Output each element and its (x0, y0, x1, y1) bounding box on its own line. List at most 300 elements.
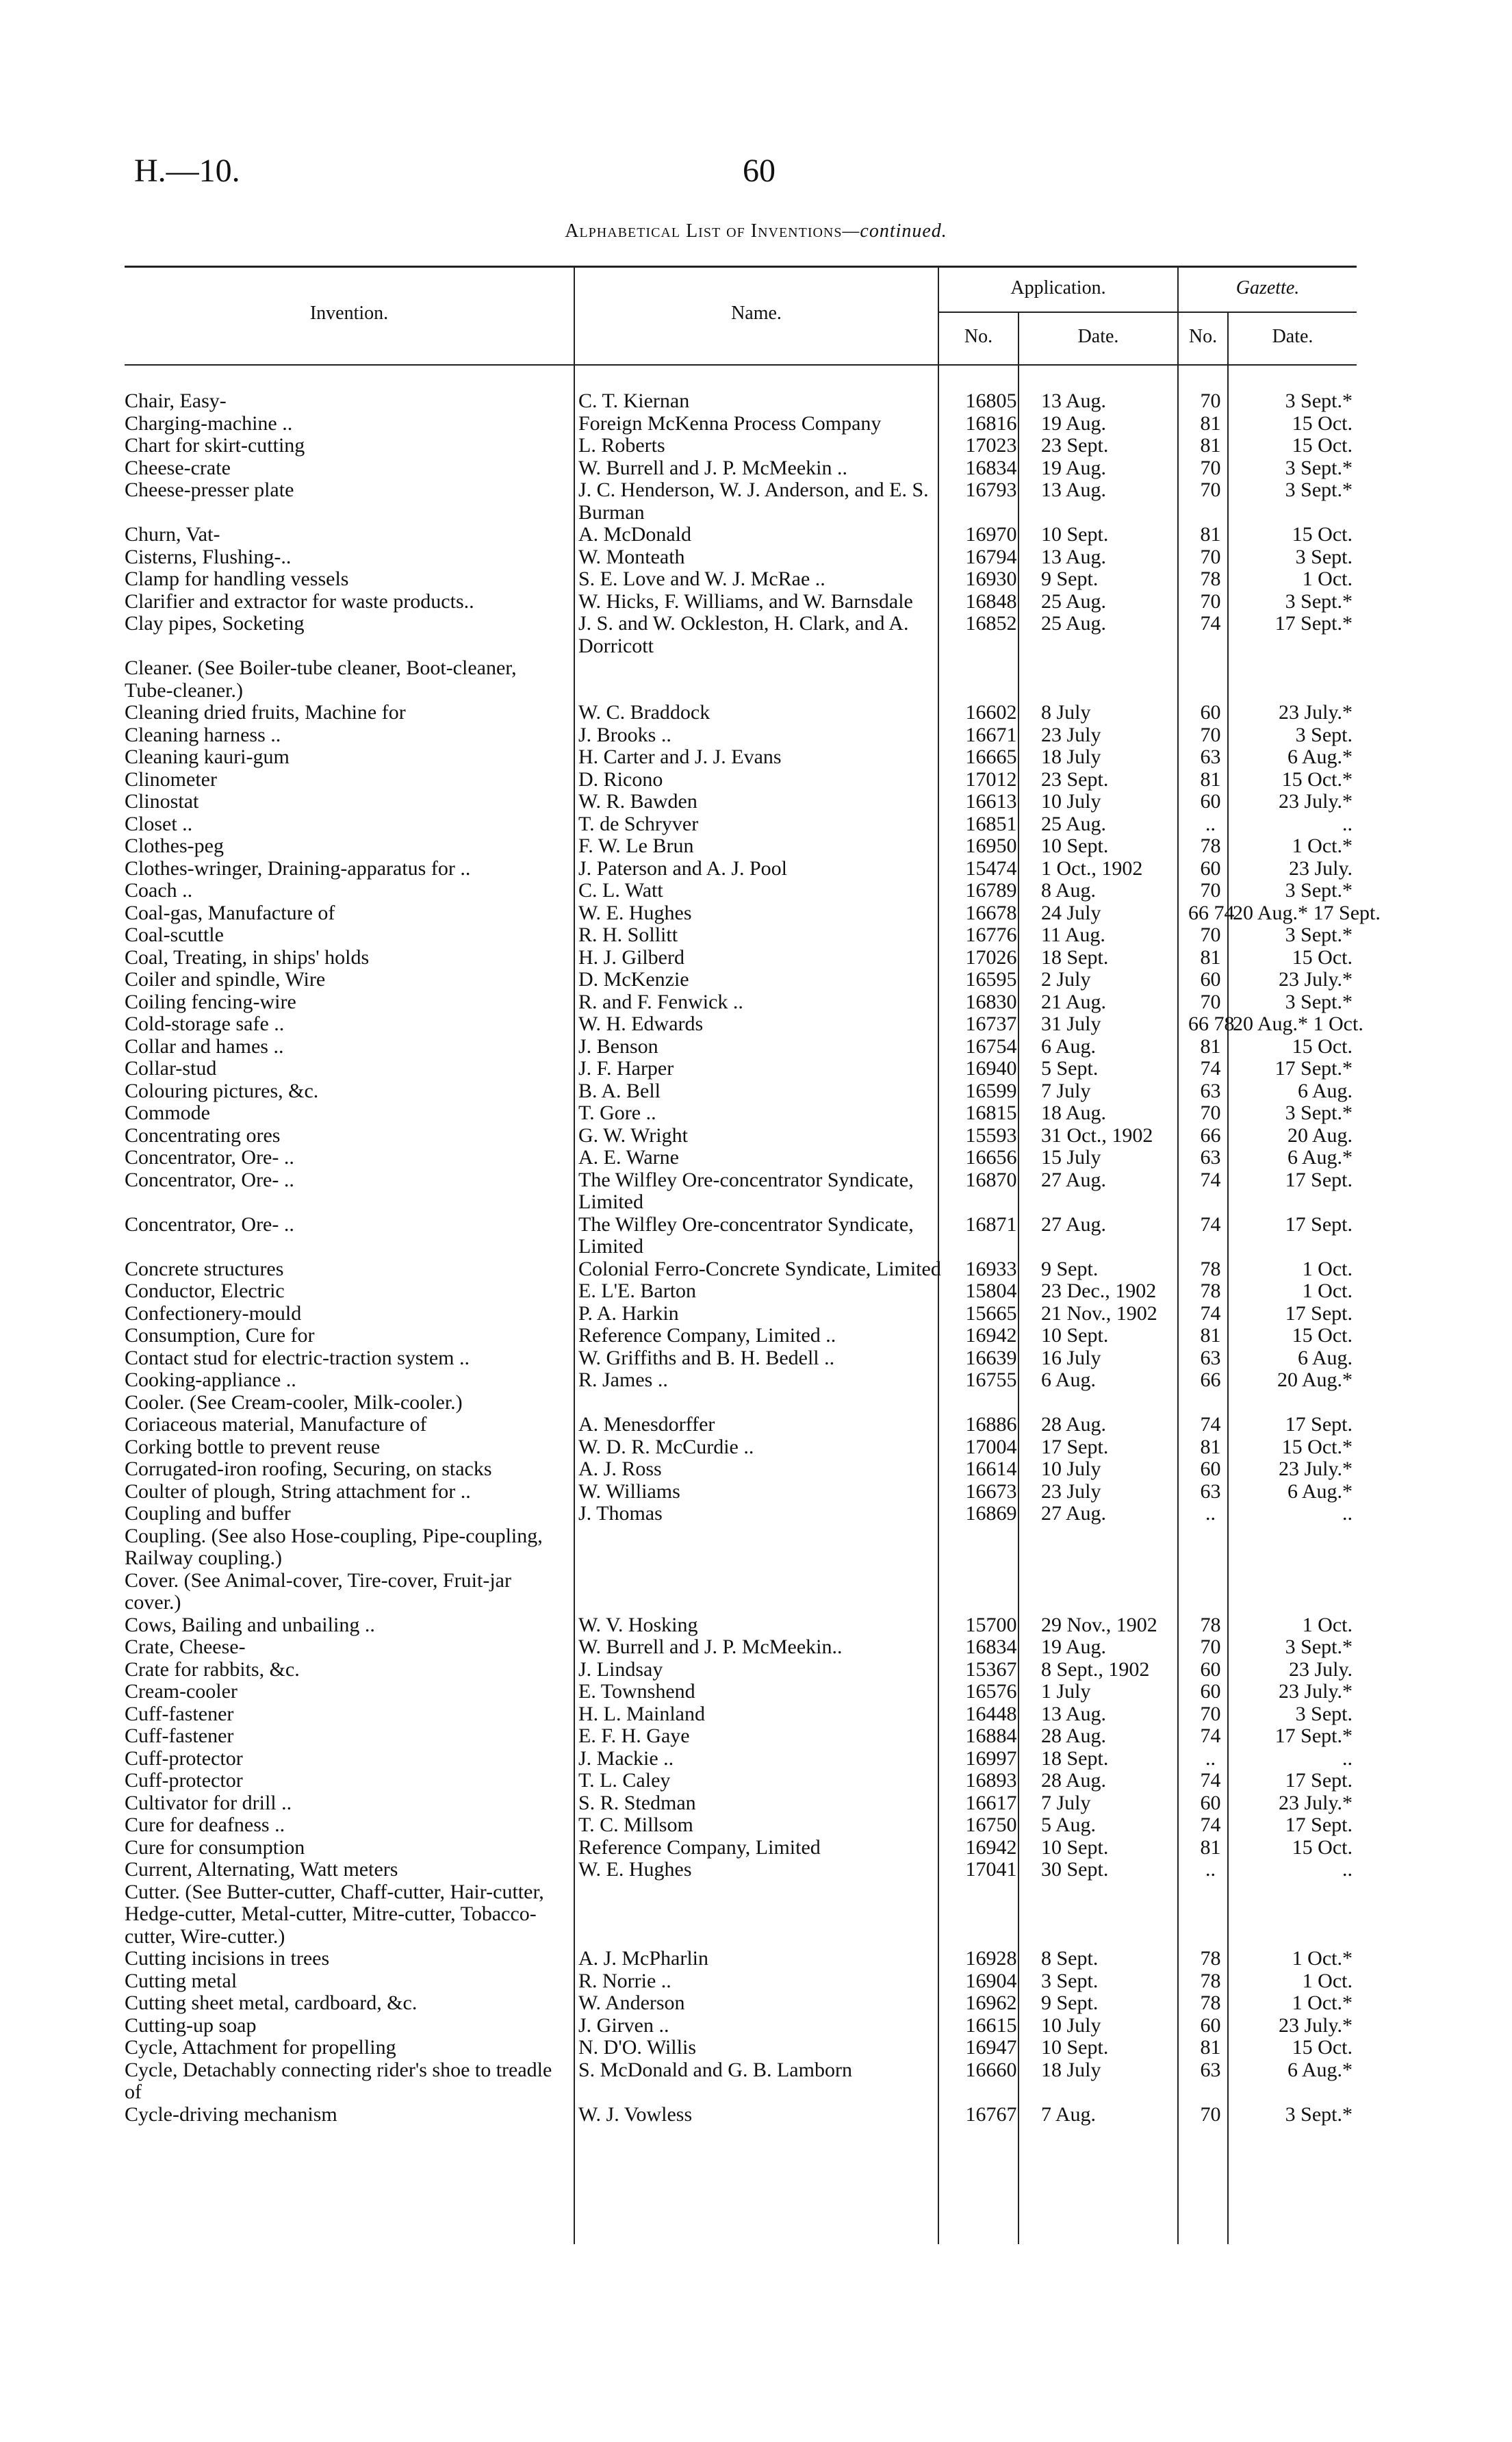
invention-cell (125, 1303, 572, 1325)
invention-cell (125, 1970, 572, 1993)
invention-cell (125, 390, 572, 413)
gazette-date-cell (1233, 1659, 1361, 1681)
application-date-cell-text: 15 July (1041, 1146, 1101, 1169)
name-cell (572, 568, 953, 591)
table-row (125, 2059, 1361, 2104)
gazette-number-cell-text: 70 (1200, 990, 1221, 1013)
gazette-number-cell (1188, 1636, 1233, 1659)
application-date-cell-text: 6 Aug. (1041, 1369, 1097, 1391)
gazette-date-cell-text: 1 Oct.* (1292, 1947, 1353, 1970)
invention-cell-text: Cure for consumption (125, 1835, 305, 1859)
gazette-date-cell (1233, 1102, 1361, 1125)
name-cell (572, 835, 953, 858)
gazette-date-cell (1233, 390, 1361, 413)
application-number-cell-text: 16933 (965, 1257, 1017, 1280)
invention-cell (125, 1392, 572, 1414)
invention-cell-text: Colouring pictures, &c. (125, 1079, 319, 1102)
gazette-date-cell (1233, 702, 1361, 724)
invention-cell (125, 1147, 572, 1169)
invention-cell-text: Cleaning dried fruits, Machine for (125, 701, 406, 724)
application-date-cell (1029, 1837, 1188, 1859)
application-date-cell-text: 2 July (1041, 968, 1091, 991)
table-row (125, 1525, 1361, 1570)
application-date-cell (1029, 1703, 1188, 1726)
application-date-cell (1029, 1481, 1188, 1503)
gazette-date-cell-text: 3 Sept.* (1285, 456, 1353, 479)
column-header-invention: Invention. (309, 303, 389, 324)
application-date-cell-text: 10 Sept. (1041, 1835, 1109, 1859)
invention-cell (125, 1792, 572, 1815)
gazette-date-cell (1233, 457, 1361, 480)
application-date-cell-text: 23 Dec., 1902 (1041, 1280, 1157, 1302)
gazette-date-cell-text: 15 Oct. (1292, 411, 1353, 435)
name-cell (572, 769, 953, 791)
table-row (125, 791, 1361, 813)
gazette-number-cell-text: 81 (1200, 2036, 1221, 2059)
name-cell (572, 724, 953, 747)
gazette-number-cell-text: 81 (1200, 1034, 1221, 1058)
invention-cell (125, 1280, 572, 1303)
gazette-number-cell-text: .. (1205, 812, 1216, 835)
gazette-date-cell-text: 20 Aug.* (1277, 1369, 1353, 1391)
application-number-cell (953, 1013, 1029, 1036)
gazette-date-cell-text: 17 Sept.* (1274, 1057, 1353, 1080)
application-number-cell (953, 413, 1029, 435)
application-number-cell (953, 2015, 1029, 2037)
gazette-date-cell (1233, 1481, 1361, 1503)
gazette-date-cell-text: 17 Sept.* (1274, 1725, 1353, 1747)
name-cell-text: J. Benson (578, 1034, 658, 1058)
gazette-date-cell (1233, 791, 1361, 813)
table-row (125, 947, 1361, 969)
invention-cell-text: Conductor, Electric (125, 1280, 285, 1302)
invention-cell-text: Coupling. (See also Hose-coupling, Pipe-coupling, Railway coupling.) (125, 1524, 543, 1569)
gazette-number-cell-text: 81 (1200, 1835, 1221, 1859)
invention-cell (125, 902, 572, 925)
gazette-number-cell (1188, 1859, 1233, 1881)
application-number-cell-text: 16942 (965, 1324, 1017, 1347)
gazette-number-cell (1188, 880, 1233, 902)
gazette-number-cell (1188, 1681, 1233, 1703)
application-number-cell (953, 1369, 1029, 1392)
application-number-cell-text: 16614 (965, 1458, 1017, 1480)
name-cell-text: Reference Company, Limited (578, 1835, 821, 1859)
application-number-cell-text: 16794 (965, 545, 1017, 568)
gazette-number-cell (1188, 1725, 1233, 1748)
table-row (125, 1325, 1361, 1347)
invention-cell-text: Clinometer (125, 767, 217, 791)
table-row (125, 1814, 1361, 1837)
invention-cell-text: Cream-cooler (125, 1680, 238, 1703)
gazette-number-cell-text: 74 (1200, 1168, 1221, 1191)
application-number-cell (953, 546, 1029, 569)
gazette-date-cell (1233, 769, 1361, 791)
table-row (125, 2104, 1361, 2126)
invention-cell-text: Cleaning kauri-gum (125, 746, 290, 768)
gazette-number-cell (1188, 924, 1233, 947)
name-cell-text: Colonial Ferro-Concrete Syndicate, Limited (578, 1257, 941, 1280)
application-number-cell (953, 724, 1029, 747)
gazette-number-cell (1188, 1325, 1233, 1347)
invention-cell-text: Cutter. (See Butter-cutter, Chaff-cutter, Hair-cutter, Hedge-cutter, Metal-cutter, Mitre-cutter, Tobacco-cutter, Wire-cutter.) (125, 1880, 544, 1948)
gazette-date-cell-text: 15 Oct. (1292, 2036, 1353, 2059)
invention-cell (125, 1481, 572, 1503)
invention-cell-text: Chair, Easy- (125, 390, 227, 412)
invention-cell-text: Churn, Vat- (125, 523, 220, 546)
gazette-date-cell (1233, 835, 1361, 858)
application-number-cell-text: 16737 (965, 1013, 1017, 1035)
gazette-date-cell-text: 23 July.* (1278, 2013, 1353, 2037)
invention-cell (125, 1725, 572, 1748)
application-number-cell-text: 16870 (965, 1168, 1017, 1191)
invention-cell-text: Coal-gas, Manufacture of (125, 901, 335, 924)
gazette-date-cell (1233, 724, 1361, 747)
name-cell-text: The Wilfley Ore-concentrator Syndicate, Limited (578, 1212, 914, 1258)
invention-cell (125, 1614, 572, 1637)
application-date-cell-text: 7 July (1041, 1079, 1091, 1102)
name-cell (572, 924, 953, 947)
application-date-cell-text: 8 Aug. (1041, 879, 1097, 902)
invention-cell (125, 1080, 572, 1103)
gazette-date-cell-text: 6 Aug. (1297, 1346, 1353, 1369)
application-date-cell (1029, 1036, 1188, 1058)
gazette-number-cell (1188, 413, 1233, 435)
application-date-cell-text: 16 July (1041, 1346, 1101, 1369)
name-cell (572, 1147, 953, 1169)
gazette-number-cell (1188, 1258, 1233, 1281)
application-number-cell (953, 1992, 1029, 2015)
gazette-date-cell-text: 6 Aug. (1297, 1079, 1353, 1102)
gazette-number-cell-text: 78 (1200, 1969, 1221, 1992)
gazette-date-cell (1233, 2015, 1361, 2037)
gazette-date-cell-text: 23 July.* (1278, 790, 1353, 813)
invention-cell (125, 1636, 572, 1659)
name-cell-text: T. C. Millsom (578, 1814, 693, 1836)
gazette-date-cell-text: 20 Aug.* 1 Oct. (1233, 1013, 1363, 1035)
gazette-number-cell (1188, 546, 1233, 569)
gazette-date-cell (1233, 1681, 1361, 1703)
application-number-cell-text: 15474 (965, 856, 1017, 880)
name-cell-text: J. Lindsay (578, 1657, 663, 1681)
application-date-cell-text: 21 Nov., 1902 (1041, 1301, 1157, 1325)
page-title-main: Alphabetical List of Inventions (565, 220, 843, 242)
invention-cell (125, 457, 572, 480)
gazette-date-cell (1233, 858, 1361, 880)
column-header-gazette (1179, 277, 1357, 299)
application-number-cell (953, 1725, 1029, 1748)
invention-cell-text: Closet .. (125, 812, 193, 835)
invention-cell (125, 2059, 572, 2104)
name-cell (572, 1080, 953, 1103)
application-date-cell-empty (1029, 1570, 1188, 1614)
gazette-number-cell-text: 66 (1200, 1123, 1221, 1147)
application-date-cell-text: 13 Aug. (1041, 479, 1107, 501)
name-cell-text: The Wilfley Ore-concentrator Syndicate, Limited (578, 1168, 914, 1213)
application-date-cell-text: 10 Sept. (1041, 1324, 1109, 1347)
application-date-cell (1029, 1748, 1188, 1770)
gazette-date-cell (1233, 1992, 1361, 2015)
invention-cell (125, 1013, 572, 1036)
name-cell (572, 591, 953, 613)
column-header-app-date: Date. (1077, 326, 1119, 347)
name-cell-text: S. McDonald and G. B. Lamborn (578, 2058, 852, 2081)
header-bottom-rule (125, 364, 1357, 366)
gazette-date-cell (1233, 901, 1381, 925)
invention-cell-text: Chart for skirt-cutting (125, 434, 305, 457)
gazette-date-cell-text: 3 Sept.* (1285, 990, 1353, 1013)
application-number-cell (953, 591, 1029, 613)
application-number-cell (953, 902, 1029, 925)
gazette-date-cell-text: 15 Oct.* (1281, 767, 1353, 791)
gazette-date-cell (1233, 1770, 1361, 1792)
application-number-cell (953, 1169, 1029, 1214)
application-date-cell-text: 31 July (1041, 1013, 1101, 1035)
column-header-gaz-no: No. (1188, 326, 1218, 347)
application-date-cell (1029, 1659, 1188, 1681)
application-number-cell (953, 1970, 1029, 1993)
gazette-number-cell-text: 78 (1200, 835, 1221, 857)
application-number-cell-text: 16852 (965, 612, 1017, 635)
name-cell (572, 991, 953, 1014)
name-cell-text: B. A. Bell (578, 1079, 661, 1102)
gazette-number-cell-text: 74 (1200, 1057, 1221, 1080)
gazette-date-cell-text: 15 Oct. (1292, 1835, 1353, 1859)
application-number-cell (953, 2059, 1029, 2104)
application-date-cell (1029, 1992, 1188, 2015)
name-cell-text: R. and F. Fenwick .. (578, 990, 743, 1013)
application-number-cell (953, 769, 1029, 791)
application-number-cell-text: 16962 (965, 1992, 1017, 2014)
name-cell (572, 947, 953, 969)
application-date-cell-text: 11 Aug. (1041, 924, 1105, 946)
invention-cell-text: Cure for deafness .. (125, 1814, 285, 1836)
application-date-cell (1029, 591, 1188, 613)
name-cell-text: W. V. Hosking (578, 1613, 698, 1636)
gazette-number-cell (1188, 1792, 1233, 1815)
gazette-number-cell-text: .. (1205, 1858, 1216, 1881)
application-number-cell-text: 16950 (965, 835, 1017, 857)
table-row (125, 1503, 1361, 1525)
application-date-cell (1029, 1280, 1188, 1303)
name-cell (572, 1970, 953, 1993)
gazette-number-cell-text: 60 (1200, 1458, 1221, 1480)
name-cell (572, 1058, 953, 1080)
gazette-date-cell (1233, 1859, 1361, 1881)
gazette-date-cell-text: 15 Oct.* (1281, 1435, 1353, 1458)
gazette-number-cell-text: 63 (1200, 1079, 1221, 1102)
table-row (125, 1036, 1361, 1058)
name-cell-text: F. W. Le Brun (578, 835, 694, 857)
application-date-cell (1029, 1080, 1188, 1103)
application-number-cell-text: 16942 (965, 1835, 1017, 1859)
gazette-number-cell (1188, 1992, 1233, 2015)
gazette-date-cell (1233, 1080, 1361, 1103)
invention-cell-text: Cleaner. (See Boiler-tube cleaner, Boot-cleaner, Tube-cleaner.) (125, 657, 517, 702)
name-cell (572, 2059, 953, 2104)
name-cell-text: W. Burrell and J. P. McMeekin .. (578, 456, 848, 479)
name-cell (572, 479, 953, 524)
column-header-gazette-label: Gazette. (1235, 277, 1300, 298)
invention-cell (125, 947, 572, 969)
inventions-table-body (125, 390, 1381, 2126)
application-date-cell-text: 7 Aug. (1041, 2102, 1097, 2126)
gazette-number-cell (1188, 1436, 1233, 1459)
application-number-cell (953, 791, 1029, 813)
gazette-number-cell-text: 70 (1200, 589, 1221, 613)
application-date-cell-text: 23 July (1041, 723, 1101, 746)
name-cell-text: A. McDonald (578, 523, 691, 546)
gazette-number-cell-text: 78 (1200, 568, 1221, 590)
invention-cell-text: Concentrator, Ore- .. (125, 1146, 294, 1169)
invention-cell (125, 591, 572, 613)
application-number-cell-text: 16904 (965, 1969, 1017, 1992)
name-cell-text: N. D'O. Willis (578, 2036, 696, 2059)
table-row (125, 835, 1361, 858)
gazette-date-cell-text: 23 July.* (1278, 701, 1353, 724)
application-date-cell-text: 18 Sept. (1041, 945, 1109, 969)
invention-cell-text: Cover. (See Animal-cover, Tire-cover, Fruit-jar cover.) (125, 1568, 511, 1614)
gazette-number-cell (1188, 1102, 1233, 1125)
name-cell (572, 524, 953, 546)
name-cell-text: L. Roberts (578, 434, 665, 457)
gazette-date-cell (1233, 1258, 1361, 1281)
invention-cell (125, 1659, 572, 1681)
invention-cell (125, 1036, 572, 1058)
gazette-number-cell (1188, 724, 1233, 747)
application-date-cell (1029, 1725, 1188, 1748)
gazette-date-cell-empty (1233, 1392, 1361, 1414)
application-number-cell-text: 16639 (965, 1346, 1017, 1369)
invention-cell (125, 1258, 572, 1281)
application-number-cell-text: 16930 (965, 568, 1017, 590)
application-date-cell-text: 6 Aug. (1041, 1034, 1097, 1058)
application-date-cell (1029, 835, 1188, 858)
gazette-date-cell-text: 1 Oct. (1302, 1613, 1353, 1636)
gazette-date-cell-text: 3 Sept.* (1285, 1636, 1353, 1658)
name-cell-text: S. R. Stedman (578, 1791, 696, 1814)
gazette-date-cell (1233, 2059, 1361, 2104)
invention-cell (125, 657, 572, 702)
invention-cell-text: Corrugated-iron roofing, Securing, on stacks (125, 1458, 492, 1480)
application-date-cell-text: 18 Sept. (1041, 1746, 1109, 1770)
gazette-number-cell-text: 70 (1200, 1636, 1221, 1658)
invention-cell-text: Clothes-peg (125, 835, 224, 857)
gazette-number-cell (1188, 702, 1233, 724)
application-date-cell (1029, 457, 1188, 480)
name-cell-text: A. J. Ross (578, 1458, 662, 1480)
gazette-number-cell (1188, 1948, 1233, 1970)
gazette-date-cell-text: 6 Aug.* (1287, 1146, 1353, 1169)
gazette-number-cell (1188, 902, 1233, 925)
application-date-cell (1029, 991, 1188, 1014)
application-number-cell (953, 991, 1029, 1014)
gazette-date-cell (1233, 813, 1361, 836)
gazette-date-cell (1233, 1703, 1361, 1726)
application-number-cell-empty (953, 1881, 1029, 1948)
name-cell-text: W. Burrell and J. P. McMeekin.. (578, 1636, 843, 1658)
invention-cell-text: Cycle, Detachably connecting rider's shoe to treadle of (125, 2058, 552, 2103)
application-number-cell-text: 16871 (965, 1212, 1017, 1236)
invention-cell-text: Concrete structures (125, 1257, 284, 1280)
application-number-cell-text: 15665 (965, 1301, 1017, 1325)
name-cell-text: D. Ricono (578, 767, 663, 791)
invention-cell (125, 724, 572, 747)
invention-cell (125, 1992, 572, 2015)
application-number-cell (953, 1414, 1029, 1436)
invention-cell-text: Clinostat (125, 790, 199, 813)
application-number-cell-text: 16997 (965, 1746, 1017, 1770)
gazette-number-cell-text: 66 74 (1188, 901, 1235, 924)
name-cell-text: W. H. Edwards (578, 1013, 704, 1035)
name-cell (572, 1992, 953, 2015)
invention-cell-text: Coiling fencing-wire (125, 990, 296, 1013)
invention-cell-text: Concentrating ores (125, 1123, 281, 1147)
gazette-date-cell (1233, 947, 1361, 969)
gazette-date-cell (1233, 1948, 1361, 1970)
gazette-date-cell (1233, 1436, 1361, 1459)
application-date-cell-text: 9 Sept. (1041, 568, 1099, 590)
gazette-number-cell (1188, 1058, 1233, 1080)
application-number-cell-text: 16940 (965, 1057, 1017, 1080)
gazette-date-cell-text: 3 Sept.* (1285, 589, 1353, 613)
name-cell-text: H. L. Mainland (578, 1702, 705, 1725)
table-row (125, 1013, 1361, 1036)
gazette-number-cell-text: 63 (1200, 1146, 1221, 1169)
invention-cell (125, 1881, 572, 1948)
application-number-cell-text: 16617 (965, 1791, 1017, 1814)
invention-cell-text: Cutting incisions in trees (125, 1947, 330, 1970)
name-cell-text: Reference Company, Limited .. (578, 1324, 836, 1347)
gazette-date-cell-text: 17 Sept.* (1274, 612, 1353, 635)
application-date-cell (1029, 1125, 1188, 1147)
column-header-application: Application. (1010, 277, 1106, 298)
application-date-cell (1029, 546, 1188, 569)
invention-cell (125, 2104, 572, 2126)
invention-cell-text: Cheese-presser plate (125, 479, 294, 501)
name-cell-text: H. Carter and J. J. Evans (578, 746, 782, 768)
application-number-cell-text: 16448 (965, 1702, 1017, 1725)
application-number-cell (953, 702, 1029, 724)
name-cell (572, 546, 953, 569)
name-cell-empty (572, 1392, 953, 1414)
name-cell (572, 390, 953, 413)
application-number-cell (953, 390, 1029, 413)
table-row (125, 769, 1361, 791)
application-number-cell (953, 1481, 1029, 1503)
gazette-date-cell-text: 3 Sept.* (1285, 2102, 1353, 2126)
gazette-date-cell (1233, 880, 1361, 902)
table-row (125, 724, 1361, 747)
application-number-cell (953, 435, 1029, 457)
invention-cell (125, 1414, 572, 1436)
application-date-cell-text: 28 Aug. (1041, 1725, 1107, 1747)
table-row (125, 2037, 1361, 2059)
gazette-date-cell (1233, 969, 1361, 991)
column-header-name: Name. (731, 303, 782, 324)
name-cell (572, 1814, 953, 1837)
gazette-date-cell-empty (1233, 657, 1361, 702)
invention-cell (125, 2037, 572, 2059)
table-row (125, 1992, 1361, 2015)
name-cell (572, 1369, 953, 1392)
invention-cell (125, 880, 572, 902)
gazette-date-cell-text: 3 Sept.* (1285, 479, 1353, 501)
application-date-cell-text: 27 Aug. (1041, 1168, 1107, 1191)
application-date-cell-text: 8 Sept. (1041, 1947, 1099, 1970)
application-date-cell-text: 19 Aug. (1041, 411, 1107, 435)
gazette-number-cell (1188, 2015, 1233, 2037)
gazette-number-cell-text: 63 (1200, 1346, 1221, 1369)
